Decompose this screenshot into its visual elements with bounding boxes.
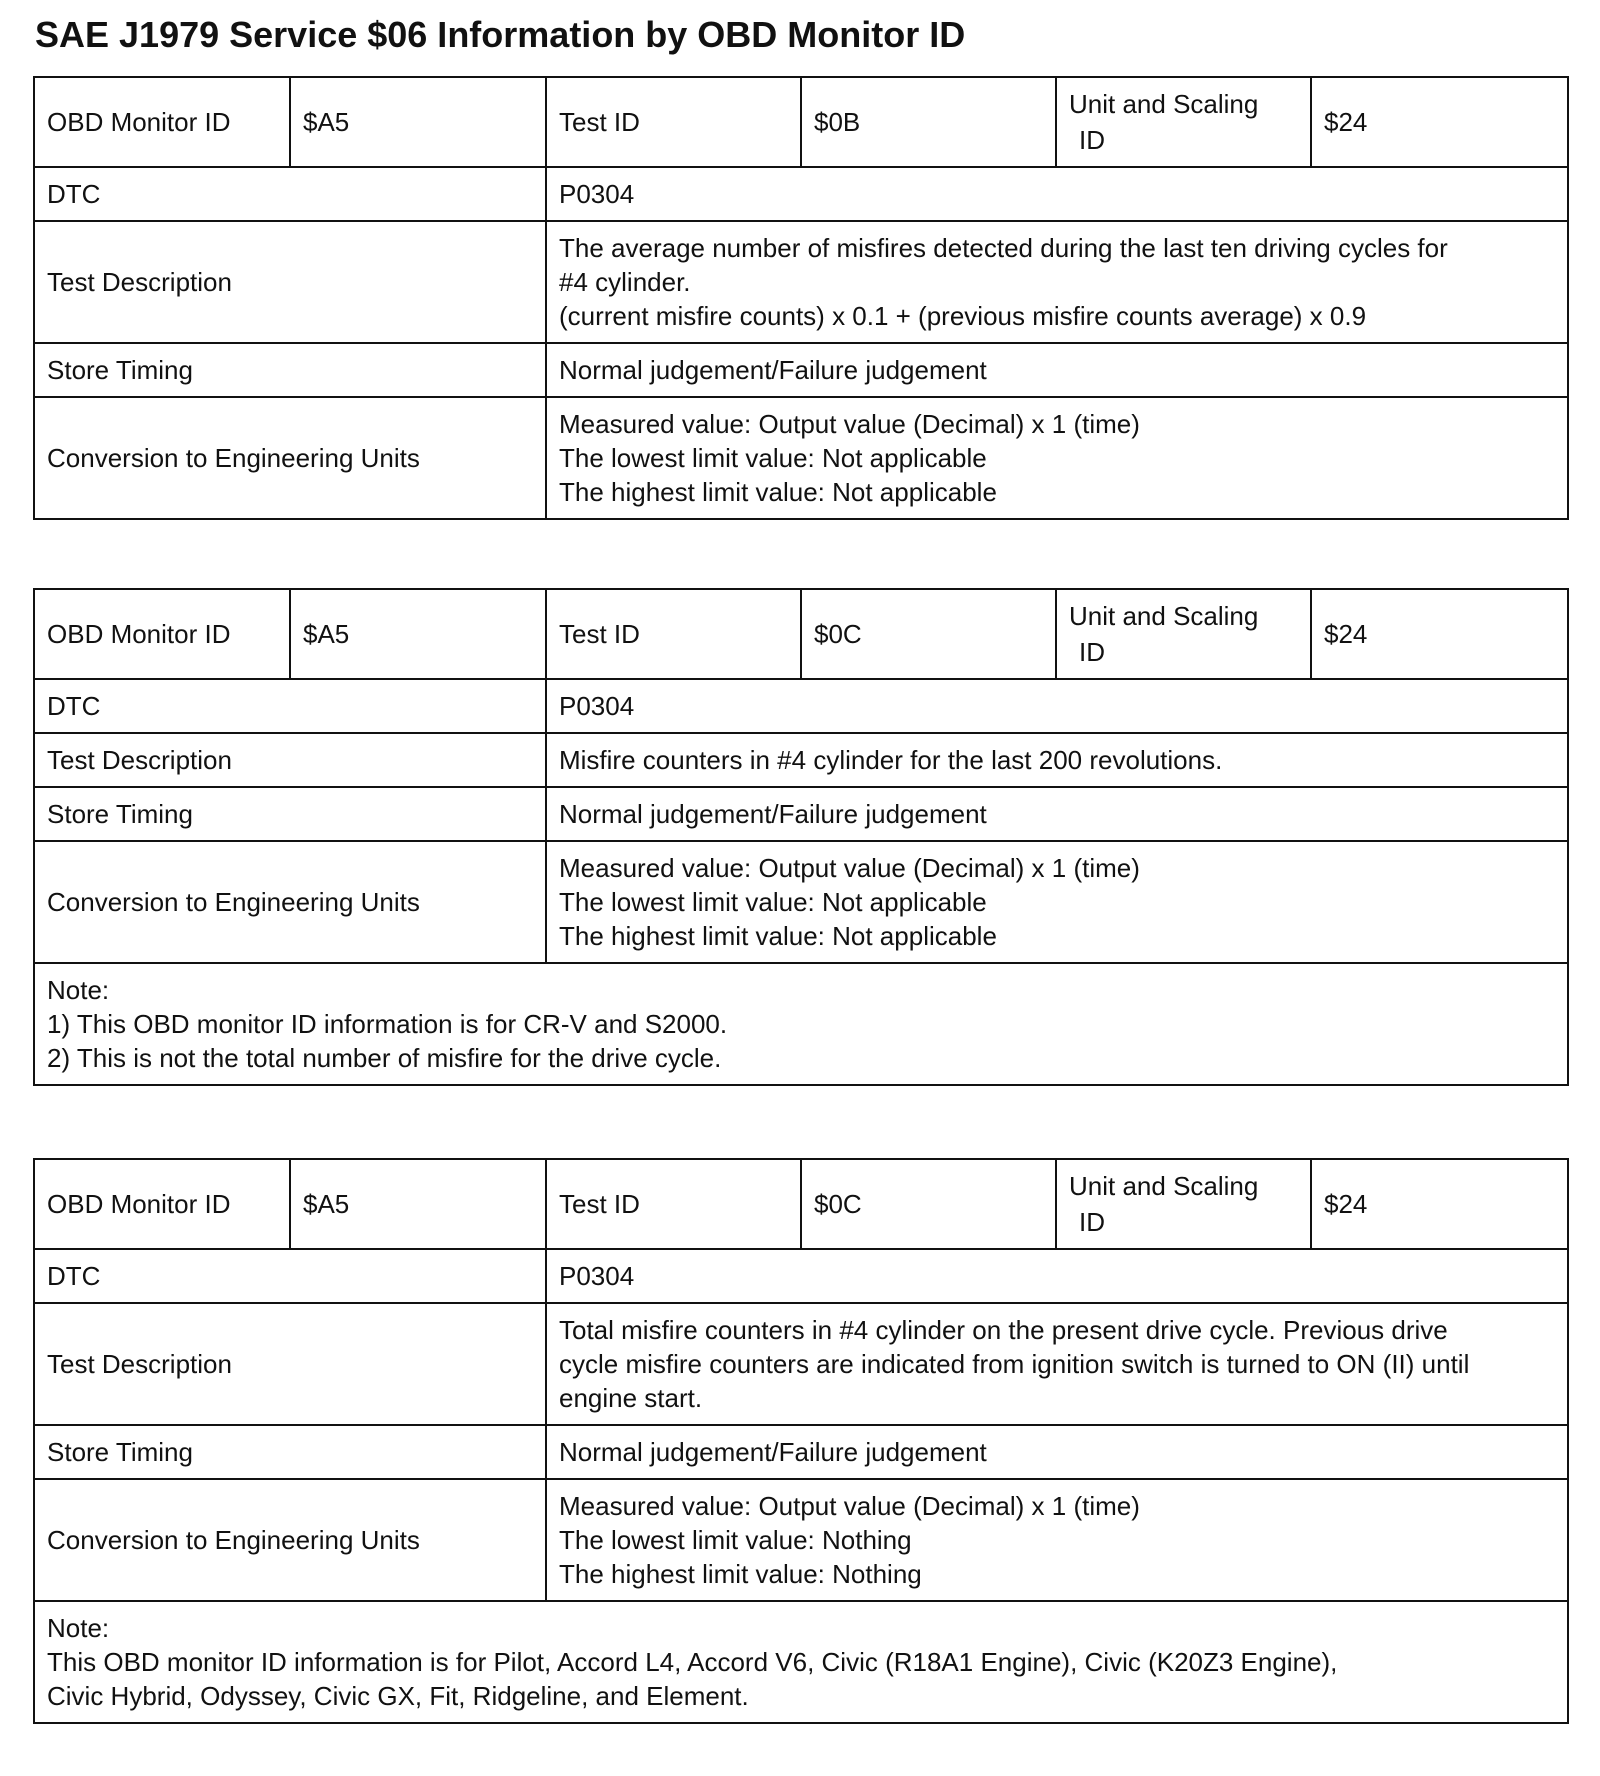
test-id-label: Test ID — [546, 1159, 801, 1249]
conversion-label: Conversion to Engineering Units — [34, 841, 546, 963]
store-timing-value: Normal judgement/Failure judgement — [546, 1425, 1568, 1479]
obd-monitor-id-label: OBD Monitor ID — [34, 589, 290, 679]
header-row — [34, 1159, 1568, 1249]
unit-scaling-id-value: $24 — [1311, 77, 1568, 167]
dtc-row — [34, 1249, 1568, 1303]
store-timing-value: Normal judgement/Failure judgement — [546, 343, 1568, 397]
unit-scaling-id-label: Unit and Scaling ID — [1056, 1159, 1311, 1249]
unit-scaling-id-value: $24 — [1311, 1159, 1568, 1249]
unit-scaling-id-label: Unit and Scaling ID — [1056, 77, 1311, 167]
conversion-label: Conversion to Engineering Units — [34, 397, 546, 519]
note-row — [34, 963, 1568, 1085]
obd-monitor-id-label: OBD Monitor ID — [34, 1159, 290, 1249]
dtc-row — [34, 679, 1568, 733]
store-timing-value: Normal judgement/Failure judgement — [546, 787, 1568, 841]
test-description-row — [34, 733, 1568, 787]
monitor-table-2 — [33, 588, 1569, 1086]
dtc-label: DTC — [34, 167, 546, 221]
test-description-label: Test Description — [34, 1303, 546, 1425]
conversion-value: Measured value: Output value (Decimal) x 1 (time) The lowest limit value: Not applicable The highest limit value: Not applicable — [546, 841, 1568, 963]
conversion-value: Measured value: Output value (Decimal) x 1 (time) The lowest limit value: Nothing The highest limit value: Nothing — [546, 1479, 1568, 1601]
conversion-row — [34, 1479, 1568, 1601]
obd-monitor-id-label: OBD Monitor ID — [34, 77, 290, 167]
test-description-value: Total misfire counters in #4 cylinder on the present drive cycle. Previous drive cycle misfire counters are indicated from ignition switch is turned to ON (II) until engine start. — [546, 1303, 1568, 1425]
store-timing-label: Store Timing — [34, 787, 546, 841]
note-text: Note: 1) This OBD monitor ID information is for CR-V and S2000. 2) This is not the total number of misfire for the drive cycle. — [34, 963, 1568, 1085]
test-id-label: Test ID — [546, 77, 801, 167]
obd-monitor-id-value: $A5 — [290, 1159, 546, 1249]
monitor-table-3 — [33, 1158, 1569, 1724]
conversion-row — [34, 397, 1568, 519]
note-text: Note: This OBD monitor ID information is for Pilot, Accord L4, Accord V6, Civic (R18A1 Engine), Civic (K20Z3 Engine), Civic Hybrid, Odyssey, Civic GX, Fit, Ridgeline, and Element. — [34, 1601, 1568, 1723]
dtc-row — [34, 167, 1568, 221]
conversion-label: Conversion to Engineering Units — [34, 1479, 546, 1601]
test-description-row — [34, 221, 1568, 343]
unit-scaling-id-value: $24 — [1311, 589, 1568, 679]
obd-monitor-id-value: $A5 — [290, 589, 546, 679]
store-timing-label: Store Timing — [34, 1425, 546, 1479]
page-title: SAE J1979 Service $06 Information by OBD Monitor ID — [35, 14, 966, 55]
test-description-value: The average number of misfires detected during the last ten driving cycles for #4 cylinder. (current misfire counts) x 0.1 + (previous misfire counts average) x 0.9 — [546, 221, 1568, 343]
dtc-label: DTC — [34, 679, 546, 733]
monitor-table-1 — [33, 76, 1569, 520]
dtc-value: P0304 — [546, 1249, 1568, 1303]
test-description-value: Misfire counters in #4 cylinder for the last 200 revolutions. — [546, 733, 1568, 787]
dtc-value: P0304 — [546, 167, 1568, 221]
test-description-label: Test Description — [34, 733, 546, 787]
header-row — [34, 77, 1568, 167]
test-description-row — [34, 1303, 1568, 1425]
dtc-label: DTC — [34, 1249, 546, 1303]
header-row — [34, 589, 1568, 679]
note-row — [34, 1601, 1568, 1723]
test-description-label: Test Description — [34, 221, 546, 343]
test-id-value: $0C — [801, 1159, 1056, 1249]
unit-scaling-id-label: Unit and Scaling ID — [1056, 589, 1311, 679]
store-timing-label: Store Timing — [34, 343, 546, 397]
conversion-row — [34, 841, 1568, 963]
store-timing-row — [34, 343, 1568, 397]
test-id-value: $0C — [801, 589, 1056, 679]
store-timing-row — [34, 1425, 1568, 1479]
test-id-value: $0B — [801, 77, 1056, 167]
obd-monitor-id-value: $A5 — [290, 77, 546, 167]
test-id-label: Test ID — [546, 589, 801, 679]
conversion-value: Measured value: Output value (Decimal) x 1 (time) The lowest limit value: Not applicable The highest limit value: Not applicable — [546, 397, 1568, 519]
store-timing-row — [34, 787, 1568, 841]
dtc-value: P0304 — [546, 679, 1568, 733]
